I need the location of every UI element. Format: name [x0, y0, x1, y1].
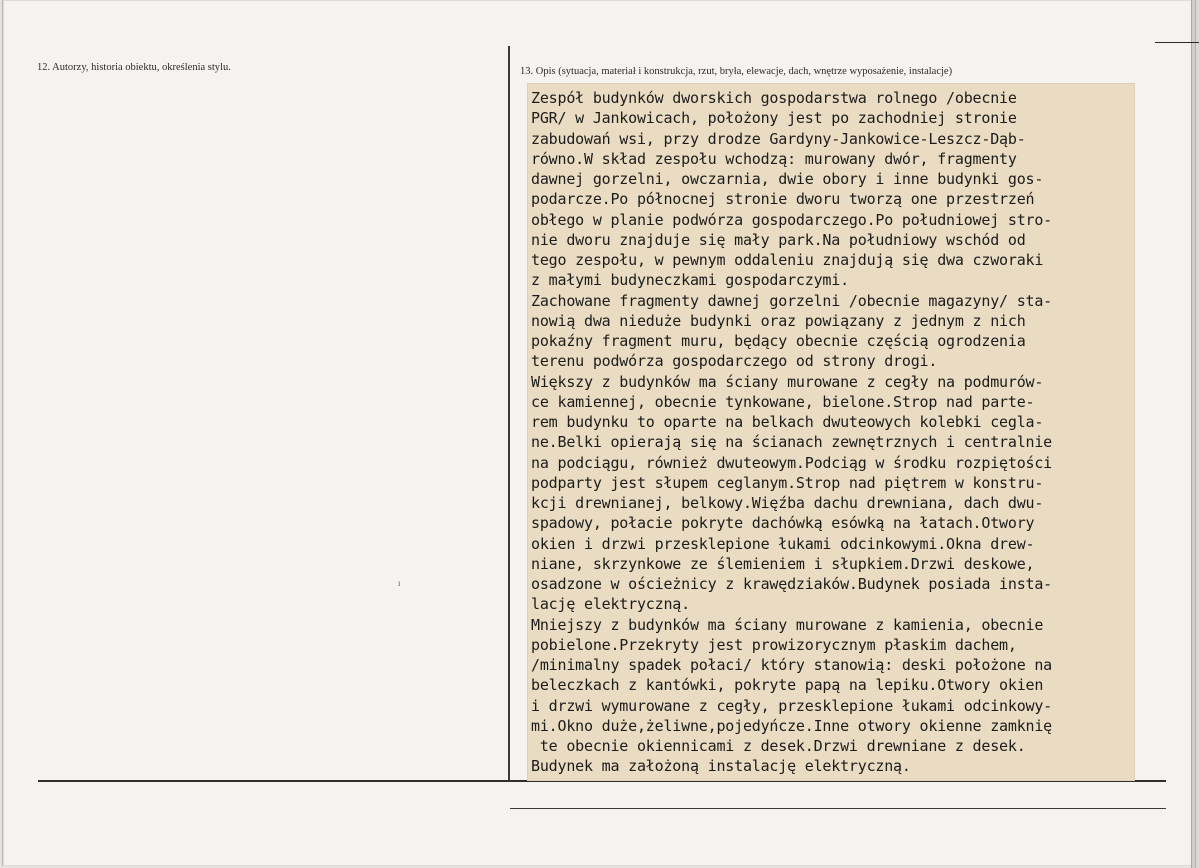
description-line: dawnej gorzelni, owczarnia, dwie obory i inne budynki gos- — [531, 170, 1044, 188]
description-line: nie dworu znajduje się mały park.Na południowy wschód od — [531, 230, 1026, 249]
description-line: pokaźny fragment muru, będący obecnie częścią ogrodzenia — [531, 332, 1026, 350]
description-line: Zespół budynków dworskich gospodarstwa rolnego /obecnie — [531, 89, 1017, 107]
column-divider — [508, 46, 510, 781]
description-line: Mniejszy z budynków ma ściany murowane z kamienia, obecnie — [531, 615, 1044, 634]
description-line: tego zespołu, w pewnym oddaleniu znajdują się dwa czworaki — [531, 251, 1044, 269]
description-line: ne.Belki opierają się na ścianach zewnętrznych i centralnie — [531, 433, 1053, 452]
description-line: terenu podwórza gospodarczego od strony drogi. — [531, 352, 938, 371]
description-line: okien i drzwi przesklepione łukami odcinkowymi.Okna drew- — [531, 534, 1035, 553]
description-line: niane, skrzynkowe ze ślemieniem i słupkiem.Drzwi deskowe, — [531, 554, 1035, 573]
description-line: ce kamiennej, obecnie tynkowane, bielone.Strop nad parte- — [531, 392, 1035, 411]
description-line: podarcze.Po północnej stronie dworu tworzą one przestrzeń — [531, 190, 1035, 209]
description-line: Budynek ma założoną instalację elektryczną. — [531, 757, 911, 776]
description-line: PGR/ w Jankowicach, położony jest po zachodniej stronie — [531, 109, 1017, 128]
description-text — [531, 88, 1131, 777]
description-line: lację elektryczną. — [531, 595, 690, 614]
description-line: z małymi budyneczkami gospodarczymi. — [531, 271, 849, 290]
description-line: osadzone w ościeżnicy z krawędziaków.Budynek posiada insta- — [531, 575, 1053, 593]
description-line: Zachowane fragmenty dawnej gorzelni /obecnie magazyny/ sta- — [531, 291, 1053, 310]
description-line: beleczkach z kantówki, pokryte papą na lepiku.Otwory okien — [531, 676, 1044, 695]
description-line: te obecnie okiennicami z desek.Drzwi drewniane z desek. — [531, 737, 1026, 755]
description-line: pobielone.Przekryty jest prowizorycznym płaskim dachem, — [531, 635, 1017, 654]
field-12-label: 12. Autorzy, historia obiektu, określenia stylu. — [37, 62, 231, 73]
description-line: nowią dwa nieduże budynki oraz powiązany z jednym z nich — [531, 311, 1026, 330]
description-line: Większy z budynków ma ściany murowane z cegły na podmurów- — [531, 372, 1044, 391]
description-line: podparty jest słupem ceglanym.Strop nad piętrem w konstru- — [531, 473, 1044, 492]
card-edge-outer — [1195, 0, 1199, 868]
description-line: spadowy, połacie pokryte dachówką esówką na łatach.Otwory — [531, 514, 1035, 533]
description-line: równo.W skład zespołu wchodzą: murowany dwór, fragmenty — [531, 149, 1017, 168]
bottom-rule-secondary — [510, 808, 1166, 809]
description-line: /minimalny spadek połaci/ który stanowią: deski położone na — [531, 656, 1053, 674]
description-line: kcji drewnianej, belkowy.Więźba dachu drewniana, dach dwu- — [531, 494, 1044, 512]
paper-speck: ı — [398, 578, 401, 588]
description-line: rem budynku to oparte na belkach dwuteowych kolebki cegla- — [531, 413, 1044, 431]
description-line: obłego w planie podwórza gospodarczego.Po południowej stro- — [531, 210, 1053, 229]
bottom-rule — [38, 780, 1166, 782]
top-rule — [1155, 42, 1199, 43]
field-13-label: 13. Opis (sytuacja, materiał i konstrukcja, rzut, bryła, elewacje, dach, wnętrze wyposażenie, instalacje) — [520, 66, 953, 77]
description-line: i drzwi wymurowane z cegły, przesklepione łukami odcinkowy- — [531, 696, 1053, 715]
description-line: na podciągu, również dwuteowym.Podciąg w środku rozpiętości — [531, 453, 1053, 472]
description-line: zabudowań wsi, przy drodze Gardyny-Jankowice-Leszcz-Dąb- — [531, 129, 1026, 148]
description-line: mi.Okno duże,żeliwne,pojedyńcze.Inne otwory okienne zamknię — [531, 716, 1053, 735]
